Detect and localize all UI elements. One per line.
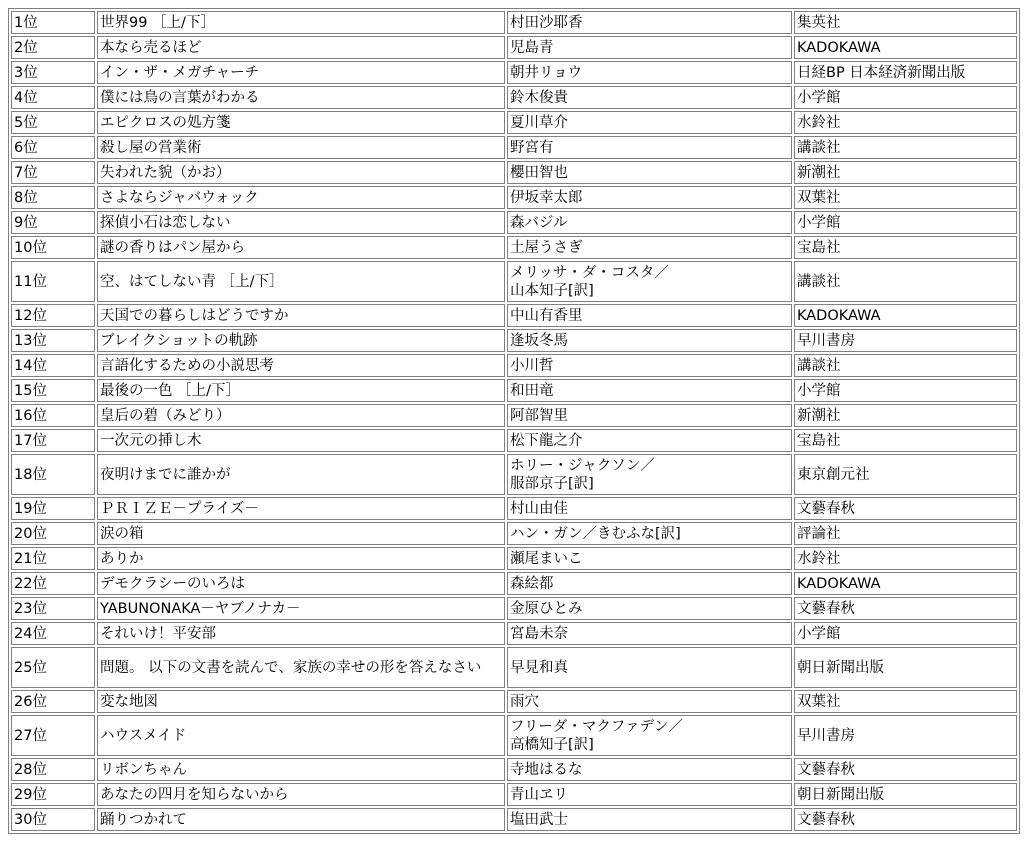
table-row xyxy=(11,572,1017,595)
publisher-cell: 東京創元社 xyxy=(794,454,1017,495)
rank-cell: 5位 xyxy=(11,111,95,134)
rank-cell: 29位 xyxy=(11,783,95,806)
rank-cell: 10位 xyxy=(11,236,95,259)
rank-cell: 4位 xyxy=(11,86,95,109)
author-cell: 森バジル xyxy=(507,211,792,234)
table-row xyxy=(11,808,1017,831)
title-cell: YABUNONAKA－ヤブノナカ－ xyxy=(97,597,505,620)
rank-cell: 25位 xyxy=(11,647,95,688)
title-cell: 涙の箱 xyxy=(97,522,505,545)
rank-cell: 20位 xyxy=(11,522,95,545)
publisher-cell: 早川書房 xyxy=(794,715,1017,756)
translator-line: 服部京子[訳] xyxy=(510,475,594,492)
publisher-cell: KADOKAWA xyxy=(794,572,1017,595)
title-cell: 世界99 ［上/下］ xyxy=(97,11,505,34)
author-line: メリッサ・ダ・コスタ／ xyxy=(510,264,669,281)
table-row xyxy=(11,354,1017,377)
publisher-cell: 水鈴社 xyxy=(794,547,1017,570)
rank-cell: 18位 xyxy=(11,454,95,495)
title-cell: エピクロスの処方箋 xyxy=(97,111,505,134)
rank-cell: 6位 xyxy=(11,136,95,159)
rank-cell: 23位 xyxy=(11,597,95,620)
author-cell: 小川哲 xyxy=(507,354,792,377)
rank-cell: 9位 xyxy=(11,211,95,234)
author-cell: 阿部智里 xyxy=(507,404,792,427)
translator-line: 山本知子[訳] xyxy=(510,282,594,299)
title-cell: デモクラシーのいろは xyxy=(97,572,505,595)
title-cell: 空、はてしない青 ［上/下］ xyxy=(97,261,505,302)
table-row xyxy=(11,236,1017,259)
rank-cell: 21位 xyxy=(11,547,95,570)
author-cell: 土屋うさぎ xyxy=(507,236,792,259)
author-cell: 森絵都 xyxy=(507,572,792,595)
rank-cell: 3位 xyxy=(11,61,95,84)
publisher-cell: 文藝春秋 xyxy=(794,758,1017,781)
title-cell: 最後の一色 ［上/下］ xyxy=(97,379,505,402)
publisher-cell: 朝日新聞出版 xyxy=(794,783,1017,806)
title-cell: 天国での暮らしはどうですか xyxy=(97,304,505,327)
title-cell: 踊りつかれて xyxy=(97,808,505,831)
table-row xyxy=(11,136,1017,159)
author-cell: 青山ヱリ xyxy=(507,783,792,806)
author-cell: 雨穴 xyxy=(507,690,792,713)
table-row xyxy=(11,186,1017,209)
rank-cell: 11位 xyxy=(11,261,95,302)
title-cell: 夜明けまでに誰かが xyxy=(97,454,505,495)
table-row xyxy=(11,454,1017,495)
author-cell: 金原ひとみ xyxy=(507,597,792,620)
table-row xyxy=(11,329,1017,352)
table-row xyxy=(11,715,1017,756)
table-row xyxy=(11,161,1017,184)
table-row xyxy=(11,36,1017,59)
publisher-cell: 新潮社 xyxy=(794,161,1017,184)
table-row xyxy=(11,783,1017,806)
title-cell: それいけ！平安部 xyxy=(97,622,505,645)
publisher-cell: 講談社 xyxy=(794,261,1017,302)
publisher-cell: 文藝春秋 xyxy=(794,497,1017,520)
ranking-table-wrapper xyxy=(8,8,1020,834)
table-row xyxy=(11,597,1017,620)
table-row xyxy=(11,547,1017,570)
title-cell: 僕には鳥の言葉がわかる xyxy=(97,86,505,109)
publisher-cell: KADOKAWA xyxy=(794,36,1017,59)
title-cell: 問題。 以下の文書を読んで、家族の幸せの形を答えなさい xyxy=(97,647,505,688)
author-cell: 野宮有 xyxy=(507,136,792,159)
publisher-cell: 朝日新聞出版 xyxy=(794,647,1017,688)
rank-cell: 1位 xyxy=(11,11,95,34)
publisher-cell: 日経BP 日本経済新聞出版 xyxy=(794,61,1017,84)
publisher-cell: 小学館 xyxy=(794,86,1017,109)
author-cell: 夏川草介 xyxy=(507,111,792,134)
publisher-cell: 評論社 xyxy=(794,522,1017,545)
title-cell: さよならジャバウォック xyxy=(97,186,505,209)
rank-cell: 27位 xyxy=(11,715,95,756)
table-row xyxy=(11,304,1017,327)
rank-cell: 8位 xyxy=(11,186,95,209)
table-row xyxy=(11,86,1017,109)
author-cell: 逢坂冬馬 xyxy=(507,329,792,352)
publisher-cell: 文藝春秋 xyxy=(794,808,1017,831)
table-row xyxy=(11,690,1017,713)
title-cell: 探偵小石は恋しない xyxy=(97,211,505,234)
table-row xyxy=(11,61,1017,84)
title-cell: 皇后の碧（みどり） xyxy=(97,404,505,427)
rank-cell: 26位 xyxy=(11,690,95,713)
title-cell: リボンちゃん xyxy=(97,758,505,781)
publisher-cell: 双葉社 xyxy=(794,690,1017,713)
publisher-cell: 小学館 xyxy=(794,622,1017,645)
publisher-cell: 水鈴社 xyxy=(794,111,1017,134)
ranking-table xyxy=(8,8,1020,834)
author-cell: 寺地はるな xyxy=(507,758,792,781)
publisher-cell: 双葉社 xyxy=(794,186,1017,209)
ranking-table-body xyxy=(11,11,1017,831)
publisher-cell: 文藝春秋 xyxy=(794,597,1017,620)
title-cell: ハウスメイド xyxy=(97,715,505,756)
title-cell: イン・ザ・メガチャーチ xyxy=(97,61,505,84)
publisher-cell: 新潮社 xyxy=(794,404,1017,427)
author-cell: 鈴木俊貴 xyxy=(507,86,792,109)
rank-cell: 17位 xyxy=(11,429,95,452)
author-cell: 伊坂幸太郎 xyxy=(507,186,792,209)
table-row xyxy=(11,404,1017,427)
table-row xyxy=(11,111,1017,134)
publisher-cell: 小学館 xyxy=(794,379,1017,402)
title-cell: あなたの四月を知らないから xyxy=(97,783,505,806)
publisher-cell: 宝島社 xyxy=(794,236,1017,259)
rank-cell: 14位 xyxy=(11,354,95,377)
title-cell: ありか xyxy=(97,547,505,570)
rank-cell: 7位 xyxy=(11,161,95,184)
title-cell: ＰＲＩＺＥ－プライズ－ xyxy=(97,497,505,520)
publisher-cell: 講談社 xyxy=(794,136,1017,159)
rank-cell: 28位 xyxy=(11,758,95,781)
author-line: フリーダ・マクファデン／ xyxy=(510,718,683,735)
table-row xyxy=(11,211,1017,234)
table-row xyxy=(11,429,1017,452)
table-row xyxy=(11,758,1017,781)
rank-cell: 12位 xyxy=(11,304,95,327)
author-cell: 児島青 xyxy=(507,36,792,59)
rank-cell: 30位 xyxy=(11,808,95,831)
publisher-cell: 小学館 xyxy=(794,211,1017,234)
table-row xyxy=(11,522,1017,545)
rank-cell: 16位 xyxy=(11,404,95,427)
author-cell: 早見和真 xyxy=(507,647,792,688)
translator-line: 高橋知子[訳] xyxy=(510,736,594,753)
author-cell: ハン・ガン／きむふな[訳] xyxy=(507,522,792,545)
table-row xyxy=(11,11,1017,34)
rank-cell: 13位 xyxy=(11,329,95,352)
publisher-cell: 早川書房 xyxy=(794,329,1017,352)
author-cell xyxy=(507,454,792,495)
author-cell: 村山由佳 xyxy=(507,497,792,520)
title-cell: 殺し屋の営業術 xyxy=(97,136,505,159)
author-cell: 村田沙耶香 xyxy=(507,11,792,34)
author-cell: 瀬尾まいこ xyxy=(507,547,792,570)
rank-cell: 2位 xyxy=(11,36,95,59)
publisher-cell: 集英社 xyxy=(794,11,1017,34)
author-cell xyxy=(507,261,792,302)
rank-cell: 24位 xyxy=(11,622,95,645)
author-cell: 櫻田智也 xyxy=(507,161,792,184)
title-cell: 謎の香りはパン屋から xyxy=(97,236,505,259)
author-cell: 塩田武士 xyxy=(507,808,792,831)
table-row xyxy=(11,622,1017,645)
author-line: ホリー・ジャクソン／ xyxy=(510,457,655,474)
rank-cell: 15位 xyxy=(11,379,95,402)
table-row xyxy=(11,261,1017,302)
title-cell: 言語化するための小説思考 xyxy=(97,354,505,377)
title-cell: ブレイクショットの軌跡 xyxy=(97,329,505,352)
title-cell: 一次元の挿し木 xyxy=(97,429,505,452)
table-row xyxy=(11,379,1017,402)
author-cell: 和田竜 xyxy=(507,379,792,402)
title-cell: 変な地図 xyxy=(97,690,505,713)
author-cell: 中山有香里 xyxy=(507,304,792,327)
rank-cell: 22位 xyxy=(11,572,95,595)
publisher-cell: 講談社 xyxy=(794,354,1017,377)
title-cell: 失われた貌（かお） xyxy=(97,161,505,184)
author-cell: 宮島未奈 xyxy=(507,622,792,645)
publisher-cell: KADOKAWA xyxy=(794,304,1017,327)
rank-cell: 19位 xyxy=(11,497,95,520)
author-cell: 松下龍之介 xyxy=(507,429,792,452)
table-row xyxy=(11,497,1017,520)
author-cell: 朝井リョウ xyxy=(507,61,792,84)
publisher-cell: 宝島社 xyxy=(794,429,1017,452)
title-cell: 本なら売るほど xyxy=(97,36,505,59)
author-cell xyxy=(507,715,792,756)
table-row xyxy=(11,647,1017,688)
